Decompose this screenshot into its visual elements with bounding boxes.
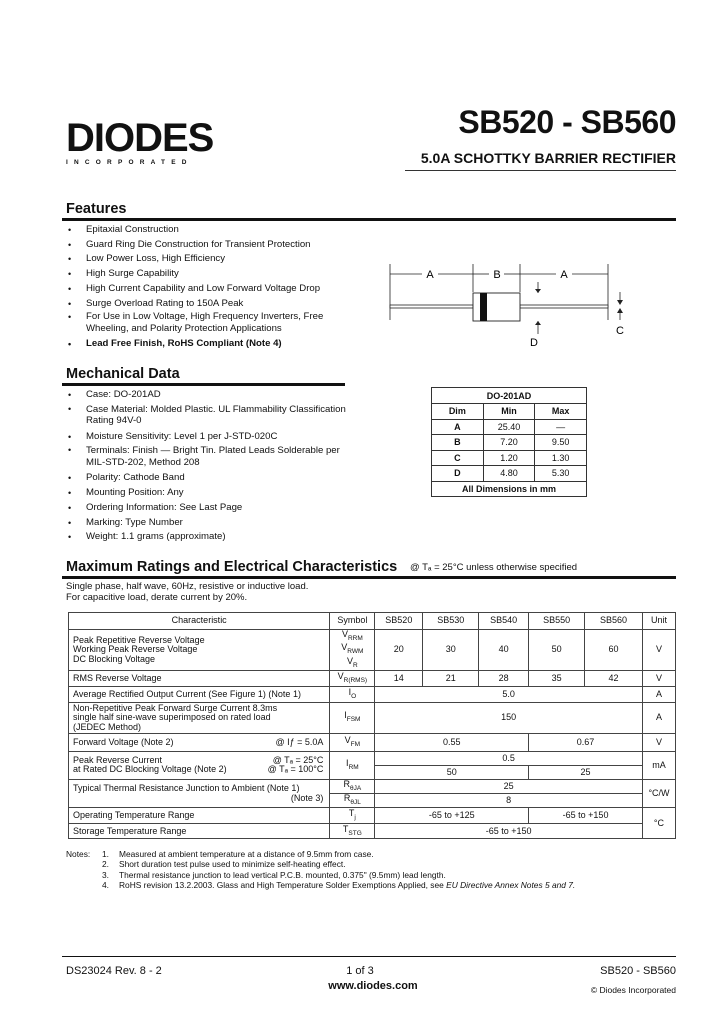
table-row [69, 824, 676, 839]
symbol: V [337, 670, 344, 681]
characteristic-text: at Rated DC Blocking Voltage (Note 2) [73, 764, 227, 775]
test-condition: @ Iƒ = 5.0A [275, 736, 324, 747]
intro-line: For capacitive load, derate current by 20%. [66, 592, 248, 603]
dim-cell: C [432, 450, 484, 466]
dim-label-c: C [616, 325, 624, 337]
note-text: RoHS revision 13.2.2003. Glass and High Temperature Solder Exemptions Applied, see [119, 879, 447, 890]
lead-right [520, 305, 608, 308]
list-item: • Surge Overload Rating to 150A Peak [66, 297, 351, 312]
column-header: SB550 [529, 613, 585, 630]
dim-label-d: D [530, 337, 538, 349]
dim-label-a-right: A [560, 269, 568, 281]
symbol-cell [330, 702, 375, 733]
arrow-icon [617, 308, 623, 313]
footer-divider [62, 956, 676, 957]
dim-cell: 4.80 [483, 466, 535, 482]
characteristic-cell: Average Rectified Output Current (See Figure 1) (Note 1) [69, 686, 330, 702]
list-item: • Low Power Loss, High Efficiency [66, 252, 351, 267]
value-cell: 0.5 [375, 751, 643, 765]
symbol-subscript: O [351, 692, 357, 700]
ratings-condition: @ Tₐ = 25°C unless otherwise specified [410, 562, 578, 573]
list-item: • Weight: 1.1 grams (approximate) [66, 530, 351, 545]
package-outline-diagram [380, 262, 650, 352]
symbol-cell [330, 751, 375, 779]
website-link[interactable]: www.diodes.com [328, 980, 418, 992]
value-cell: 25 [529, 765, 643, 779]
table-row [69, 630, 676, 671]
table-row [432, 450, 587, 466]
value-cell: 35 [529, 670, 585, 686]
unit-cell: °C [642, 808, 675, 839]
value-cell: 150 [375, 702, 643, 733]
symbol-subscript: θJA [350, 784, 362, 792]
characteristic-text: Typical Thermal Resistance Junction to Ambient (Note 1) [73, 783, 300, 794]
unit-cell: °C/W [642, 779, 675, 808]
unit-cell: V [642, 670, 675, 686]
ratings-intro [66, 581, 308, 603]
value-cell: 20 [375, 630, 423, 671]
diodes-logo [66, 118, 236, 168]
list-item: • Epitaxial Construction [66, 223, 351, 238]
list-item: • Moisture Sensitivity: Level 1 per J-STD-020C [66, 430, 351, 445]
note-item [102, 859, 678, 869]
value-cell: 40 [479, 630, 529, 671]
symbol-subscript: RM [348, 763, 359, 771]
value-cell: -65 to +125 [375, 808, 529, 824]
lead-left [390, 305, 473, 308]
unit-cell: A [642, 686, 675, 702]
ratings-divider [62, 576, 676, 579]
column-header: SB530 [423, 613, 479, 630]
unit-cell: A [642, 702, 675, 733]
table-header-row [69, 613, 676, 630]
arrow-icon [535, 321, 541, 325]
note-number: 3. [102, 869, 109, 880]
symbol: R [343, 793, 351, 804]
value-cell: 5.0 [375, 686, 643, 702]
value-cell: -65 to +150 [529, 808, 643, 824]
arrow-icon [535, 289, 541, 293]
symbol-subscript: j [354, 814, 356, 822]
symbol: V [341, 642, 348, 653]
table-row [432, 419, 587, 435]
page-number: 1 of 3 [346, 965, 374, 977]
value-cell: 25 [375, 779, 643, 793]
table-row [69, 733, 676, 751]
cathode-band [480, 293, 487, 321]
dim-table-header: Max [535, 404, 587, 420]
table-row [69, 670, 676, 686]
list-item: • Terminals: Finish — Bright Tin. Plated Leads Solderable per MIL-STD-202, Method 208 [66, 445, 351, 468]
note-number: 4. [102, 879, 109, 890]
ratings-heading: Maximum Ratings and Electrical Characteristics [66, 559, 398, 575]
list-item: • For Use in Low Voltage, High Frequency Inverters, Free Wheeling, and Polarity Protection Applications [66, 311, 351, 335]
value-cell: 42 [585, 670, 643, 686]
footer-part-number: SB520 - SB560 [600, 965, 676, 977]
unit-cell: mA [642, 751, 675, 779]
symbol: T [348, 808, 355, 819]
value-cell: 50 [375, 765, 529, 779]
table-row [432, 466, 587, 482]
symbol-subscript: RWM [347, 648, 364, 656]
symbol-subscript: θJL [350, 798, 361, 806]
list-item: • High Current Capability and Low Forward Voltage Drop [66, 282, 351, 297]
test-condition: @ Tₐ = 25°C [272, 754, 324, 765]
dim-cell: B [432, 435, 484, 451]
table-row [69, 702, 676, 733]
characteristic-cell: RMS Reverse Voltage [69, 670, 330, 686]
notes-label: Notes: [66, 849, 91, 859]
mechanical-list [66, 388, 351, 545]
document-subtitle: 5.0A SCHOTTKY BARRIER RECTIFIER [420, 150, 676, 166]
symbol-cell [330, 794, 375, 808]
unit-cell: V [642, 630, 675, 671]
value-cell: 30 [423, 630, 479, 671]
symbol-subscript: RRM [347, 634, 363, 642]
note-item [102, 870, 678, 880]
note-item [102, 849, 678, 859]
list-item: • High Surge Capability [66, 267, 351, 282]
value-cell: 8 [375, 794, 643, 808]
characteristic-cell [69, 751, 330, 779]
list-item: • Ordering Information: See Last Page [66, 501, 351, 516]
dim-cell: D [432, 466, 484, 482]
value-cell: 60 [585, 630, 643, 671]
test-condition: @ Tₐ = 100°C [267, 764, 324, 775]
column-header: SB560 [585, 613, 643, 630]
dim-cell: 25.40 [483, 419, 535, 435]
symbol: V [347, 655, 354, 666]
ratings-table [68, 612, 676, 839]
symbol-subscript: FSM [346, 716, 361, 724]
characteristic-cell: Peak Repetitive Reverse Voltage Working Peak Reverse Voltage DC Blocking Voltage [69, 630, 330, 671]
symbol: R [343, 778, 350, 789]
value-cell: 28 [479, 670, 529, 686]
value-cell: 0.55 [375, 733, 529, 751]
logo-subtext: INCORPORATED [66, 159, 193, 166]
features-divider [62, 218, 676, 221]
characteristic-cell [69, 733, 330, 751]
intro-line: Single phase, half wave, 60Hz, resistive or inductive load. [66, 581, 309, 592]
characteristic-text: (Note 3) [290, 792, 324, 803]
note-text: Short duration test pulse used to minimize self-heating effect. [119, 859, 346, 870]
value-cell: 14 [375, 670, 423, 686]
dimension-table [431, 387, 587, 497]
symbol-subscript: FM [350, 740, 361, 748]
mechanical-divider [62, 383, 345, 386]
features-list [66, 223, 351, 352]
symbol: V [341, 629, 348, 639]
dim-cell: 1.20 [483, 450, 535, 466]
symbol: T [342, 823, 349, 834]
value-cell: 0.67 [529, 733, 643, 751]
table-row [69, 751, 676, 765]
dim-label-b: B [493, 269, 501, 281]
note-item [102, 880, 678, 890]
symbol-cell [330, 670, 375, 686]
characteristic-cell [69, 779, 330, 808]
dim-table-title: DO-201AD [432, 388, 587, 404]
note-text: Thermal resistance junction to lead vertical P.C.B. mounted, 0.375" (9.5mm) lead length. [119, 869, 446, 880]
symbol-subscript: R [353, 661, 358, 669]
header-divider [405, 170, 676, 171]
value-cell: 21 [423, 670, 479, 686]
symbol: V [344, 734, 351, 745]
column-header: SB520 [375, 613, 423, 630]
symbol: I [346, 757, 349, 768]
unit-cell: V [642, 733, 675, 751]
list-item: • Lead Free Finish, RoHS Compliant (Note 4) [66, 337, 351, 352]
list-item: • Guard Ring Die Construction for Transient Protection [66, 238, 351, 253]
symbol: I [348, 686, 352, 697]
dim-table-footer: All Dimensions in mm [432, 481, 587, 497]
document-number: DS23024 Rev. 8 - 2 [66, 965, 162, 977]
characteristic-cell: Non-Repetitive Peak Forward Surge Current 8.3ms single half sine-wave superimposed on rated load (JEDEC Method) [69, 702, 330, 733]
table-row [69, 808, 676, 824]
characteristic-text: Peak Reverse Current [73, 754, 163, 765]
dim-cell: 9.50 [535, 435, 587, 451]
list-item: • Polarity: Cathode Band [66, 471, 351, 486]
column-header: Symbol [330, 613, 375, 630]
features-heading: Features [66, 201, 127, 217]
dim-cell: 5.30 [535, 466, 587, 482]
value-cell: 50 [529, 630, 585, 671]
note-number: 1. [102, 849, 109, 859]
note-number: 2. [102, 859, 109, 870]
symbol-subscript: R(RMS) [343, 676, 368, 684]
note-text: Measured at ambient temperature at a distance of 9.5mm from case. [119, 849, 374, 859]
list-item: • Case: DO-201AD [66, 388, 351, 403]
note-reference: EU Directive Annex Notes 5 and 7. [446, 879, 576, 890]
logo-text: DIODES [66, 116, 214, 160]
dim-cell: — [535, 419, 587, 435]
arrow-icon [617, 300, 623, 305]
characteristic-cell: Operating Temperature Range [69, 808, 330, 824]
symbol-cell [330, 733, 375, 751]
symbol: I [344, 710, 347, 721]
symbol-cell [330, 779, 375, 793]
table-row [432, 435, 587, 451]
table-row [69, 686, 676, 702]
table-row [69, 779, 676, 793]
column-header: SB540 [479, 613, 529, 630]
characteristic-cell: Storage Temperature Range [69, 824, 330, 839]
list-item: • Mounting Position: Any [66, 486, 351, 501]
symbol-cell [330, 808, 375, 824]
list-item: • Marking: Type Number [66, 516, 351, 531]
copyright: © Diodes Incorporated [590, 985, 676, 995]
symbol-cell [330, 686, 375, 702]
symbol-cell [330, 630, 375, 671]
dim-table-header: Dim [432, 404, 484, 420]
value-cell: -65 to +150 [375, 824, 643, 839]
document-title: SB520 - SB560 [458, 104, 676, 140]
dim-table-header: Min [483, 404, 535, 420]
characteristic-text: Forward Voltage (Note 2) [73, 736, 174, 747]
dim-cell: 1.30 [535, 450, 587, 466]
column-header: Unit [642, 613, 675, 630]
symbol-cell [330, 824, 375, 839]
symbol-subscript: STG [348, 829, 362, 837]
column-header: Characteristic [69, 613, 330, 630]
list-item: • Case Material: Molded Plastic. UL Flammability Classification Rating 94V-0 [66, 404, 351, 427]
dim-cell: A [432, 419, 484, 435]
dim-cell: 7.20 [483, 435, 535, 451]
mechanical-heading: Mechanical Data [66, 366, 180, 382]
dim-label-a-left: A [426, 269, 434, 281]
